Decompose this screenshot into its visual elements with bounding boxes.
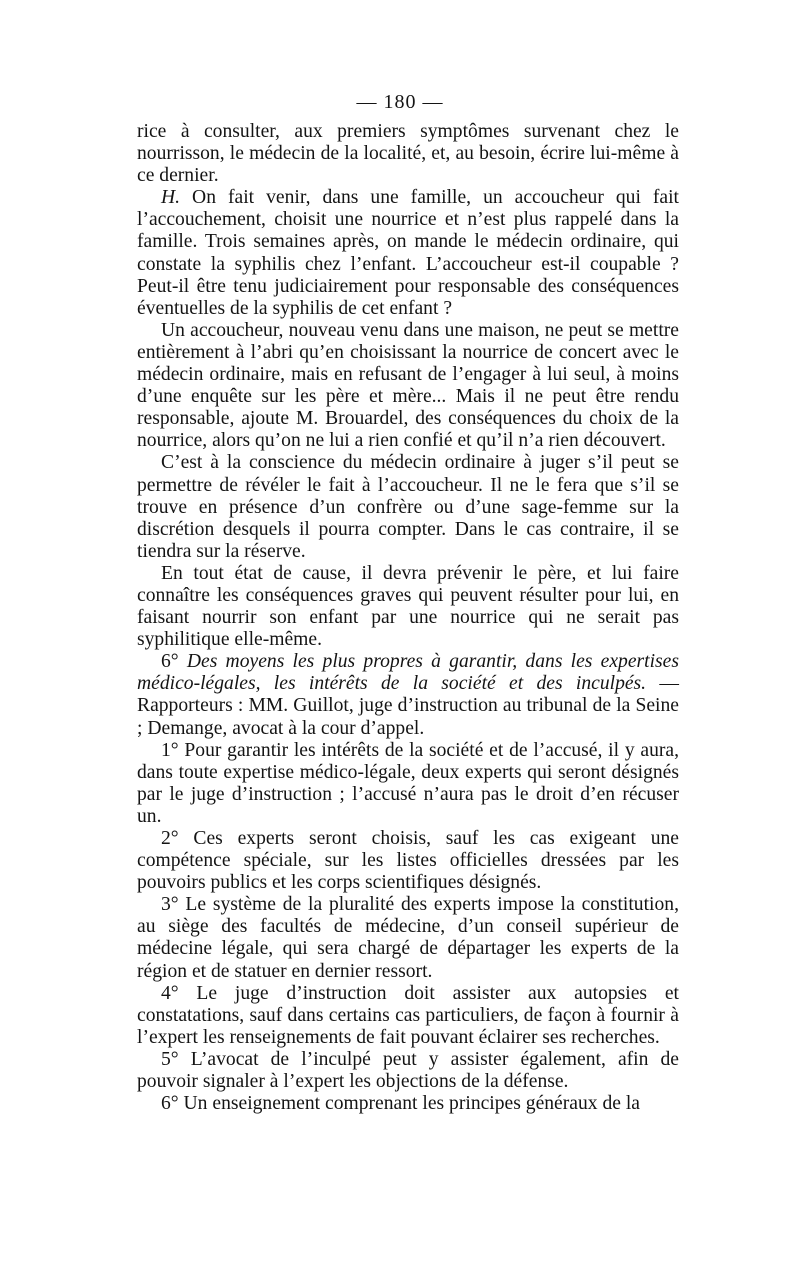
paragraph-text: 2° Ces experts seront choisis, sauf les cas exigeant une compétence spéciale, sur les listes officielles dressées par les pouvoirs publics et les corps scientifiques désignés. xyxy=(137,828,679,894)
paragraph-text: — Rapporteurs : MM. Guillot, juge d’instruction au tribunal de la Seine ; Demange, avocat à la cour d’appel. xyxy=(137,673,679,739)
paragraph-text: 6° Un enseignement comprenant les principes généraux de la xyxy=(161,1093,641,1115)
paragraph-text: 5° L’avocat de l’inculpé peut y assister également, afin de pouvoir signaler à l’expert les objections de la défense. xyxy=(137,1048,679,1093)
paragraph-question-6 xyxy=(137,651,679,739)
numbered-item xyxy=(137,983,679,1049)
body-text xyxy=(137,121,679,1115)
paragraph-text: En tout état de cause, il devra prévenir le père, et lui faire connaître les conséquences graves qui peuvent résulter pour lui, en faisant nourrir son enfant par une nourrice qui ne serait pas syphilitique elle-même. xyxy=(137,562,679,651)
paragraph-text: 4° Le juge d’instruction doit assister aux autopsies et constatations, sauf dans certains cas particuliers, de façon à fournir à l’expert les renseignements de fait pouvant éclairer ses recherches. xyxy=(137,982,679,1048)
numbered-item xyxy=(137,828,679,894)
question-title: Des moyens les plus propres à garantir, dans les expertises médico-légales, les intérêts de la société et des inculpés. xyxy=(137,651,680,695)
paragraph-case-h xyxy=(137,187,679,320)
paragraph-text: On fait venir, dans une famille, un accoucheur qui fait l’accouchement, choisit une nourrice et n’est plus rappelé dans la famille. Trois semaines après, on mande le médecin ordinaire, qui constate la syphilis chez l’enfant. L’accoucheur est-il coupable ? Peut-il être tenu judiciairement pour responsable des conséquences éventuelles de la syphilis de cet enfant ? xyxy=(137,187,679,319)
paragraph-text: 3° Le système de la pluralité des experts impose la constitution, au siège des facultés de médecine, d’un conseil supérieur de médecine légale, qui sera chargé de départager les experts de la région et de statuer en dernier ressort. xyxy=(137,894,679,982)
paragraph-continuation xyxy=(137,121,679,187)
paragraph xyxy=(137,563,679,651)
paragraph-text: Un accoucheur, nouveau venu dans une maison, ne peut se mettre entièrement à l’abri qu’en choisissant la nourrice de concert avec le médecin ordinaire, mais en refusant de l’engager à lui seul, à moins d’une enquête sur les père et mère... Mais il ne peut être rendu responsable, ajoute M. Brouardel, des conséquences du choix de la nourrice, alors qu’on ne lui a rien confié et qu’il n’a rien découvert. xyxy=(137,319,679,452)
paragraph xyxy=(137,320,679,453)
paragraph xyxy=(137,452,679,562)
numbered-item xyxy=(137,894,679,982)
paragraph-text: C’est à la conscience du médecin ordinaire à juger s’il peut se permettre de révéler le fait à l’accoucheur. Il ne le fera que s’il se trouve en présence d’un confrère ou d’une sage-femme sur la discrétion desquels il pourra compter. Dans le cas contraire, il se tiendra sur la réserve. xyxy=(137,452,679,562)
paragraph-text: rice à consulter, aux premiers symptômes survenant chez le nourrisson, le médecin de la localité, et, au besoin, écrire lui-même à ce dernier. xyxy=(137,121,679,187)
case-letter: H. xyxy=(161,187,181,209)
question-number: 6° xyxy=(161,651,187,673)
page-number: — 180 — xyxy=(356,91,444,113)
numbered-item xyxy=(137,1093,679,1115)
paragraph-text: 1° Pour garantir les intérêts de la société et de l’accusé, il y aura, dans toute expertise médico-légale, deux experts qui seront désignés par le juge d’instruction ; l’accusé n’aura pas le droit d’en récuser un. xyxy=(137,739,679,827)
numbered-item xyxy=(137,740,679,828)
numbered-item xyxy=(137,1049,679,1093)
